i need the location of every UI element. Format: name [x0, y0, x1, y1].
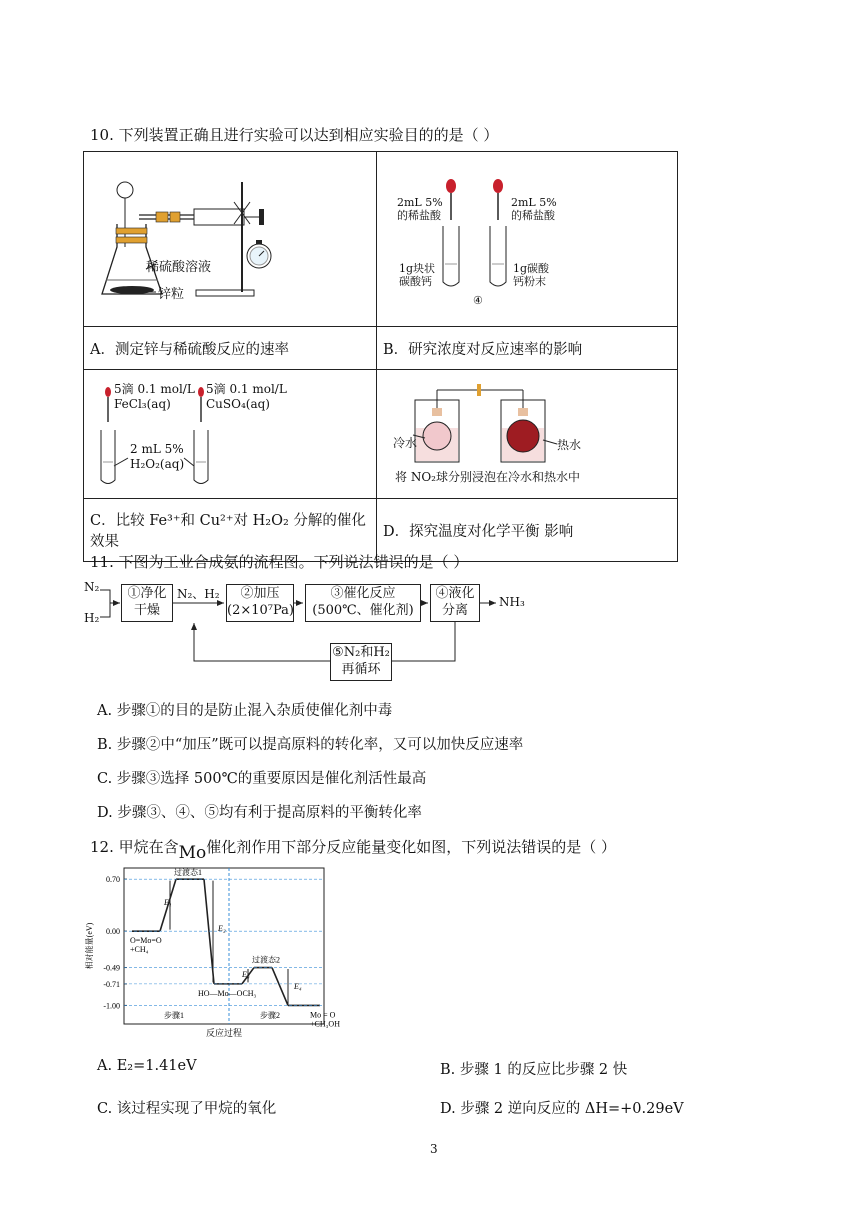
- y-tick-label-0: 0.70: [106, 875, 120, 885]
- apparatus-b-diagram: [377, 152, 677, 322]
- cell-c-figure: [84, 370, 377, 499]
- label-b-lump-caco3: 1g块状 碳酸钙: [399, 262, 436, 288]
- y-tick-label-1: 0.00: [106, 927, 120, 937]
- y-tick-label-2: -0.49: [103, 963, 120, 973]
- label-b-right-acid: 2mL 5% 的稀盐酸: [511, 196, 557, 222]
- level-label-1-0: 过渡态1: [174, 868, 202, 878]
- q12-stem-part2: 催化剂作用下部分反应能量变化如图，下列说法错误的是（ ）: [206, 838, 617, 856]
- energy-arrow-label-1: E₂: [218, 924, 226, 934]
- q12-option-b[interactable]: B. 步骤 1 的反应比步骤 2 快: [440, 1062, 628, 1078]
- energy-arrow-label-0: E₁: [164, 898, 172, 908]
- label-hot-water: 热水: [557, 438, 582, 452]
- label-cold-water: 冷水: [393, 436, 418, 450]
- q10-apparatus-table: [83, 151, 678, 562]
- label-b-left-acid: 2mL 5% 的稀盐酸: [397, 196, 443, 222]
- label-d-note: 将 NO₂球分别浸泡在冷水和热水中: [395, 470, 580, 484]
- caption-b: B．研究浓度对反应速率的影响: [377, 327, 678, 370]
- level-label-0-0: O=Mo=O: [130, 936, 162, 946]
- apparatus-a-diagram: [84, 152, 376, 322]
- label-c-fecl3: 5滴 0.1 mol/L FeCl₃(aq): [114, 382, 195, 411]
- q11-option-a[interactable]: A. 步骤①的目的是防止混入杂质使催化剂中毒: [97, 703, 393, 719]
- energy-arrow-label-3: E₄: [294, 982, 302, 992]
- page-number: 3: [430, 1142, 438, 1156]
- cell-a-figure: [84, 152, 377, 327]
- label-b-mark: ④: [473, 294, 483, 307]
- label-zinc: 锌粒: [158, 287, 185, 302]
- label-b-powder-caco3: 1g碳酸 钙粉末: [513, 262, 550, 288]
- step-label-1: 步骤2: [260, 1011, 280, 1020]
- flow-step5: ⑤N₂和H₂ 再循环: [330, 643, 392, 681]
- q11-option-d[interactable]: D. 步骤③、④、⑤均有利于提高原料的平衡转化率: [97, 805, 422, 821]
- level-label-2-0: HO—Mo—OCH₃: [198, 988, 257, 998]
- cell-d-figure: [377, 370, 678, 499]
- flow-step4: ④液化 分离: [430, 584, 480, 622]
- q12-option-c[interactable]: C. 该过程实现了甲烷的氧化: [97, 1101, 277, 1117]
- energy-diagram-svg: [82, 862, 342, 1042]
- level-label-0-1: +CH₄: [130, 945, 149, 955]
- y-tick-label-3: -0.71: [103, 979, 120, 989]
- x-axis-label: 反应过程: [205, 1028, 243, 1038]
- label-c-h2o2: 2 mL 5% H₂O₂(aq): [130, 442, 185, 471]
- flow-step1: ①净化 干燥: [121, 584, 173, 622]
- cell-b-figure: [377, 152, 678, 327]
- q12-stem-mo: Mo: [178, 843, 207, 863]
- caption-c: C．比较 Fe³⁺和 Cu²⁺对 H₂O₂ 分解的催化效果: [84, 499, 377, 562]
- flow-mid-gas: N₂、H₂: [177, 587, 220, 601]
- q11-option-c[interactable]: C. 步骤③选择 500℃的重要原因是催化剂活性最高: [97, 771, 427, 787]
- energy-diagram: [82, 862, 342, 1042]
- flow-n2: N₂: [84, 580, 100, 594]
- energy-connector-3: [272, 968, 288, 1006]
- q12-option-d[interactable]: D. 步骤 2 逆向反应的 ΔH=+0.29eV: [440, 1101, 684, 1117]
- ammonia-flowchart: [0, 575, 868, 685]
- caption-d: D．探究温度对化学平衡 影响: [377, 499, 678, 562]
- level-label-4-1: +CH₃OH: [310, 1019, 340, 1029]
- level-label-4-0: Mo = O: [310, 1010, 336, 1020]
- q11-option-b[interactable]: B. 步骤②中“加压”既可以提高原料的转化率，又可以加快反应速率: [97, 737, 524, 753]
- step-label-0: 步骤1: [164, 1011, 184, 1020]
- flow-step2: ②加压 (2×10⁷Pa): [226, 584, 294, 622]
- label-dilute-sulfuric-acid: 稀硫酸溶液: [146, 260, 212, 275]
- y-axis-label: 相对能量(eV): [85, 922, 94, 970]
- q12-stem-part1: 12. 甲烷在含: [90, 838, 179, 856]
- q10-stem: 10. 下列装置正确且进行实验可以达到相应实验目的的是（ ）: [90, 126, 499, 144]
- caption-a: A．测定锌与稀硫酸反应的速率: [84, 327, 377, 370]
- q12-stem: [90, 836, 617, 863]
- plot-frame: [124, 868, 324, 1024]
- flow-step3: ③催化反应 (500℃、催化剂): [305, 584, 421, 622]
- q12-option-a[interactable]: A. E₂=1.41eV: [97, 1058, 197, 1074]
- energy-arrow-label-2: E₃: [242, 970, 250, 980]
- level-label-3-0: 过渡态2: [252, 955, 280, 965]
- y-tick-label-4: -1.00: [103, 1001, 120, 1011]
- flow-nh3: NH₃: [499, 595, 525, 609]
- q11-stem: 11. 下图为工业合成氨的流程图。下列说法错误的是（ ）: [90, 553, 469, 571]
- label-c-cuso4: 5滴 0.1 mol/L CuSO₄(aq): [206, 382, 287, 411]
- flow-h2: H₂: [84, 611, 100, 625]
